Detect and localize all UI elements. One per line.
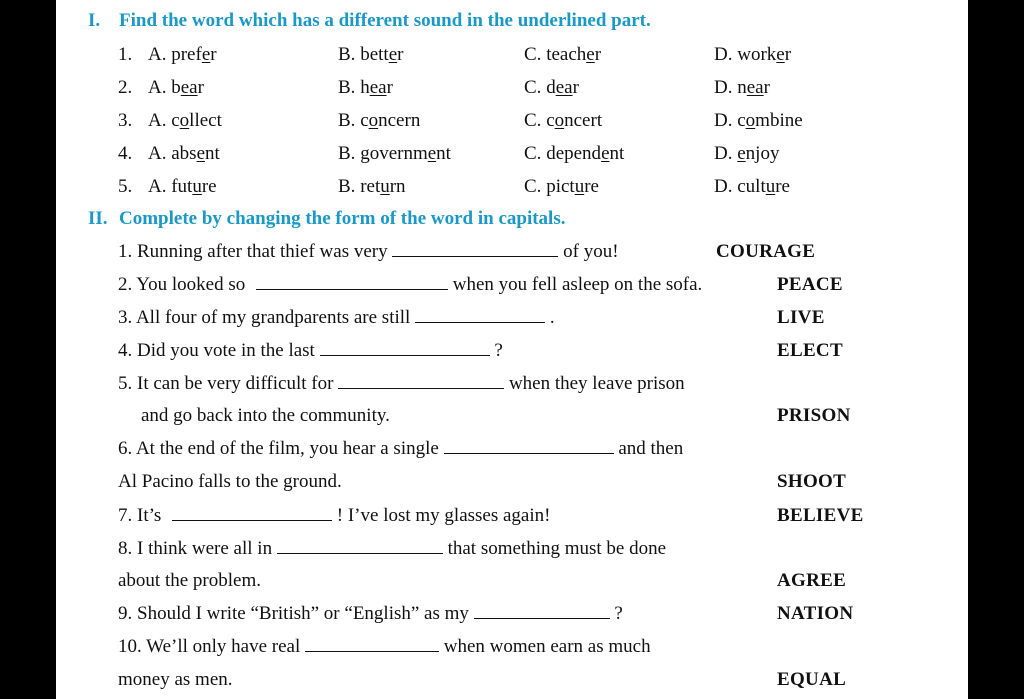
worksheet-page — [56, 0, 968, 699]
option-3-b[interactable] — [338, 110, 420, 132]
exercise-item-5 — [118, 373, 685, 395]
item-2-capital-word: PEACE — [777, 274, 843, 295]
item-3-capital-word: LIVE — [777, 307, 825, 328]
option-3-c[interactable] — [524, 110, 602, 132]
option-pre: h — [360, 77, 370, 98]
question-number-2: 2. — [118, 77, 133, 98]
option-2-c[interactable] — [524, 77, 579, 99]
option-pre: n — [737, 77, 747, 98]
option-2-a[interactable] — [148, 77, 204, 99]
option-pre: abs — [171, 143, 197, 164]
option-underlined-part: u — [192, 176, 202, 197]
option-post: re — [201, 176, 217, 197]
option-pre: fut — [171, 176, 193, 197]
item-5-capital-word: PRISON — [777, 405, 851, 426]
item-4-capital-word: ELECT — [777, 340, 843, 361]
option-underlined-part: ea — [369, 77, 387, 98]
option-2-d[interactable] — [714, 77, 770, 99]
option-letter: A. — [148, 110, 172, 131]
item-7-text-before: 7. It’s — [118, 505, 162, 526]
option-underlined-part: e — [586, 44, 595, 65]
exercise-item-6 — [118, 438, 683, 460]
option-pre: b — [171, 77, 181, 98]
section2-title: Complete by changing the form of the word in capitals. — [119, 208, 566, 229]
option-1-a[interactable] — [148, 44, 217, 66]
option-letter: C. — [524, 176, 547, 197]
option-pre: pref — [171, 44, 202, 65]
option-post: r — [784, 44, 792, 65]
option-underlined-part: u — [380, 176, 390, 197]
option-pre: bett — [360, 44, 389, 65]
option-underlined-part: u — [574, 176, 585, 197]
item-8-answer-blank[interactable] — [277, 538, 443, 554]
item-2-answer-blank[interactable] — [256, 274, 448, 290]
option-pre: c — [360, 110, 369, 131]
item-6-text-after: and then — [618, 438, 684, 459]
option-pre: c — [737, 110, 746, 131]
item-2-text-after: when you fell asleep on the sofa. — [452, 274, 703, 295]
item-4-answer-blank[interactable] — [320, 340, 490, 356]
option-letter: C. — [524, 110, 547, 131]
option-letter: A. — [148, 143, 172, 164]
exercise-item-7 — [118, 505, 550, 527]
option-pre: teach — [546, 44, 587, 65]
option-letter: D. — [714, 143, 738, 164]
option-pre: cult — [737, 176, 766, 197]
option-letter: A. — [148, 44, 172, 65]
option-5-c[interactable] — [524, 176, 599, 198]
option-post: r — [594, 44, 602, 65]
option-post: r — [197, 77, 204, 98]
item-7-text-after: ! I’ve lost my glasses again! — [336, 505, 551, 526]
item-5-text-after: when they leave prison — [508, 373, 685, 394]
item-8-text-before: 8. I think were all in — [118, 538, 273, 559]
item-5-continuation: and go back into the community. — [141, 405, 390, 426]
option-post: nt — [609, 143, 625, 164]
item-9-answer-blank[interactable] — [474, 603, 610, 619]
option-post: ncern — [378, 110, 421, 131]
option-pre: depend — [546, 143, 602, 164]
question-number-5: 5. — [118, 176, 133, 197]
question-number-4: 4. — [118, 143, 133, 164]
item-1-capital-word: COURAGE — [716, 241, 816, 262]
option-post: llect — [189, 110, 222, 131]
option-letter: B. — [338, 110, 361, 131]
option-letter: D. — [714, 110, 738, 131]
option-underlined-part: o — [368, 110, 379, 131]
option-post: r — [397, 44, 404, 65]
option-3-d[interactable] — [714, 110, 803, 132]
item-10-capital-word: EQUAL — [777, 669, 847, 690]
option-pre: ret — [360, 176, 381, 197]
exercise-item-4 — [118, 340, 503, 362]
option-post: r — [386, 77, 393, 98]
item-3-text-after: . — [549, 307, 555, 328]
option-underlined-part: e — [776, 44, 785, 65]
question-number-3: 3. — [118, 110, 133, 131]
option-post: nt — [205, 143, 220, 164]
exercise-item-10 — [118, 636, 651, 658]
option-pre: governm — [360, 143, 428, 164]
option-underlined-part: e — [201, 44, 211, 65]
item-10-answer-blank[interactable] — [305, 636, 439, 652]
section1-title: Find the word which has a different sound in the underlined part. — [119, 10, 651, 31]
item-9-capital-word: NATION — [777, 603, 854, 624]
option-1-d[interactable] — [714, 44, 791, 66]
option-underlined-part: o — [745, 110, 756, 131]
item-8-capital-word: AGREE — [777, 570, 847, 591]
option-letter: D. — [714, 77, 738, 98]
option-4-c[interactable] — [524, 143, 624, 165]
option-1-c[interactable] — [524, 44, 601, 66]
option-underlined-part: e — [196, 143, 205, 164]
exercise-item-1 — [118, 241, 619, 263]
item-8-continuation: about the problem. — [118, 570, 261, 591]
option-letter: B. — [338, 143, 361, 164]
option-5-a[interactable] — [148, 176, 217, 198]
item-9-text-after: ? — [614, 603, 623, 624]
option-underlined-part: e — [388, 44, 398, 65]
option-3-a[interactable] — [148, 110, 222, 132]
section2-numeral: II. — [88, 208, 108, 229]
option-letter: C. — [524, 44, 547, 65]
item-6-text-before: 6. At the end of the film, you hear a single — [118, 438, 439, 459]
option-5-d[interactable] — [714, 176, 790, 198]
option-underlined-part: ea — [180, 77, 198, 98]
exercise-item-8 — [118, 538, 666, 560]
option-underlined-part: u — [765, 176, 776, 197]
option-letter: B. — [338, 77, 361, 98]
option-letter: D. — [714, 44, 738, 65]
option-pre: pict — [546, 176, 575, 197]
option-post: nt — [436, 143, 451, 164]
option-underlined-part: e — [737, 143, 746, 164]
option-2-b[interactable] — [338, 77, 393, 99]
exercise-item-9 — [118, 603, 623, 625]
option-letter: D. — [714, 176, 738, 197]
option-underlined-part: e — [427, 143, 437, 164]
option-underlined-part: o — [554, 110, 565, 131]
option-letter: B. — [338, 176, 361, 197]
question-number-1: 1. — [118, 44, 133, 65]
option-letter: C. — [524, 77, 547, 98]
item-7-capital-word: BELIEVE — [777, 505, 864, 526]
item-3-answer-blank[interactable] — [415, 307, 545, 323]
section1-numeral: I. — [88, 10, 101, 31]
option-4-b[interactable] — [338, 143, 451, 165]
option-4-a[interactable] — [148, 143, 220, 165]
option-pre: work — [737, 44, 777, 65]
item-3-text-before: 3. All four of my grandparents are still — [118, 307, 411, 328]
option-1-b[interactable] — [338, 44, 403, 66]
option-underlined-part: ea — [746, 77, 764, 98]
exercise-item-3 — [118, 307, 555, 329]
option-letter: A. — [148, 176, 172, 197]
option-letter: C. — [524, 143, 547, 164]
item-6-answer-blank[interactable] — [444, 438, 614, 454]
item-4-text-after: ? — [494, 340, 503, 361]
option-underlined-part: e — [601, 143, 610, 164]
option-pre: c — [171, 110, 180, 131]
option-post: r — [572, 77, 579, 98]
option-post: njoy — [745, 143, 780, 164]
option-post: re — [584, 176, 599, 197]
option-pre: d — [546, 77, 556, 98]
option-post: r — [763, 77, 770, 98]
item-2-text-before: 2. You looked so — [118, 274, 246, 295]
item-1-text-before: 1. Running after that thief was very — [118, 241, 388, 262]
item-1-text-after: of you! — [563, 241, 619, 262]
option-post: rn — [389, 176, 406, 197]
item-6-continuation: Al Pacino falls to the ground. — [118, 471, 342, 492]
item-9-text-before: 9. Should I write “British” or “English” as my — [118, 603, 469, 624]
exercise-item-2 — [118, 274, 702, 296]
option-underlined-part: ea — [555, 77, 573, 98]
item-1-answer-blank[interactable] — [392, 241, 558, 257]
item-10-text-before: 10. We’ll only have real — [118, 636, 301, 657]
option-4-d[interactable] — [714, 143, 779, 165]
item-10-continuation: money as men. — [118, 669, 233, 690]
option-post: mbine — [755, 110, 803, 131]
item-7-answer-blank[interactable] — [172, 505, 332, 521]
item-4-text-before: 4. Did you vote in the last — [118, 340, 315, 361]
item-6-capital-word: SHOOT — [777, 471, 847, 492]
option-letter: B. — [338, 44, 361, 65]
option-letter: A. — [148, 77, 172, 98]
item-8-text-after: that something must be done — [447, 538, 667, 559]
item-5-text-before: 5. It can be very difficult for — [118, 373, 334, 394]
item-10-text-after: when women earn as much — [443, 636, 651, 657]
item-5-answer-blank[interactable] — [338, 373, 504, 389]
option-5-b[interactable] — [338, 176, 406, 198]
option-post: r — [210, 44, 217, 65]
option-underlined-part: o — [179, 110, 190, 131]
option-pre: c — [546, 110, 555, 131]
option-post: re — [775, 176, 790, 197]
option-post: ncert — [564, 110, 603, 131]
